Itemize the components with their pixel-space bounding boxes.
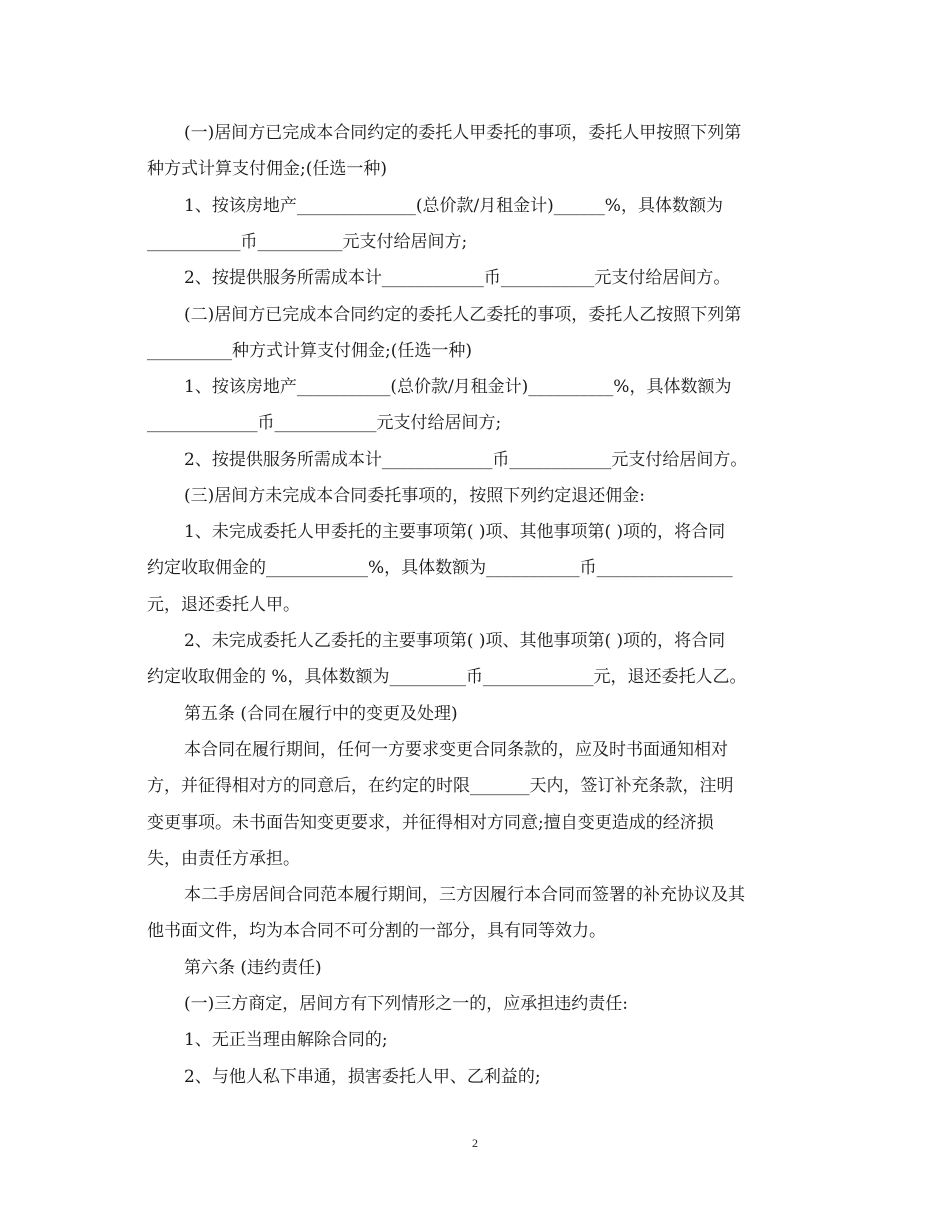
page-number: 2 [472,1136,478,1150]
text-line: 2、与他人私下串通，损害委托人甲、乙利益的; [184,1067,541,1087]
text-line: 他书面文件，均为本合同不可分割的一部分，具有同等效力。 [147,921,606,941]
text-line: 失，由责任方承担。 [147,849,300,869]
text-line: 2、未完成委托人乙委托的主要事项第( )项、其他事项第( )项的，将合同 [184,631,726,651]
text-line: 2、按提供服务所需成本计____________币___________元支付给居间方。 [184,268,731,288]
text-line: 1、按该房地产______________(总价款/月租金计)______%，具体数额为 [184,196,723,216]
text-line: (三)居间方未完成本合同委托事项的，按照下列约定退还佣金: [184,486,645,506]
section-heading: 第六条 (违约责任) [184,958,322,978]
text-line: 约定收取佣金的____________%，具体数额为___________币________________ [147,558,733,578]
text-line: 本二手房居间合同范本履行期间，三方因履行本合同而签署的补充协议及其 [184,885,745,905]
section-heading: 第五条 (合同在履行中的变更及处理) [184,704,458,724]
text-line: _____________币____________元支付给居间方; [147,413,502,433]
text-line: 约定收取佣金的 %，具体数额为_________币_____________元，退还委托人乙。 [147,667,747,687]
text-line: 1、按该房地产___________(总价款/月租金计)__________%，具体数额为 [184,377,732,397]
text-line: 1、无正当理由解除合同的; [184,1030,388,1050]
text-line: (二)居间方已完成本合同约定的委托人乙委托的事项，委托人乙按照下列第 [184,305,742,325]
text-line: 1、未完成委托人甲委托的主要事项第( )项、其他事项第( )项的，将合同 [184,522,726,542]
text-line: 本合同在履行期间，任何一方要求变更合同条款的，应及时书面通知相对 [184,740,728,760]
text-line: 2、按提供服务所需成本计_____________币____________元支付给居间方。 [184,450,748,470]
text-line: 变更事项。未书面告知变更要求，并征得相对方同意;擅自变更造成的经济损 [147,813,714,833]
text-line: 方，并征得相对方的同意后，在约定的时限_______天内，签订补充条款，注明 [147,776,734,796]
text-line: ___________币__________元支付给居间方; [147,232,468,252]
text-line: (一)三方商定，居间方有下列情形之一的，应承担违约责任: [184,994,628,1014]
text-line: 元，退还委托人甲。 [147,595,300,615]
text-line: (一)居间方已完成本合同约定的委托人甲委托的事项，委托人甲按照下列第 [184,123,742,143]
text-line: __________种方式计算支付佣金;(任选一种) [147,341,472,361]
text-line: 种方式计算支付佣金;(任选一种) [147,159,387,179]
